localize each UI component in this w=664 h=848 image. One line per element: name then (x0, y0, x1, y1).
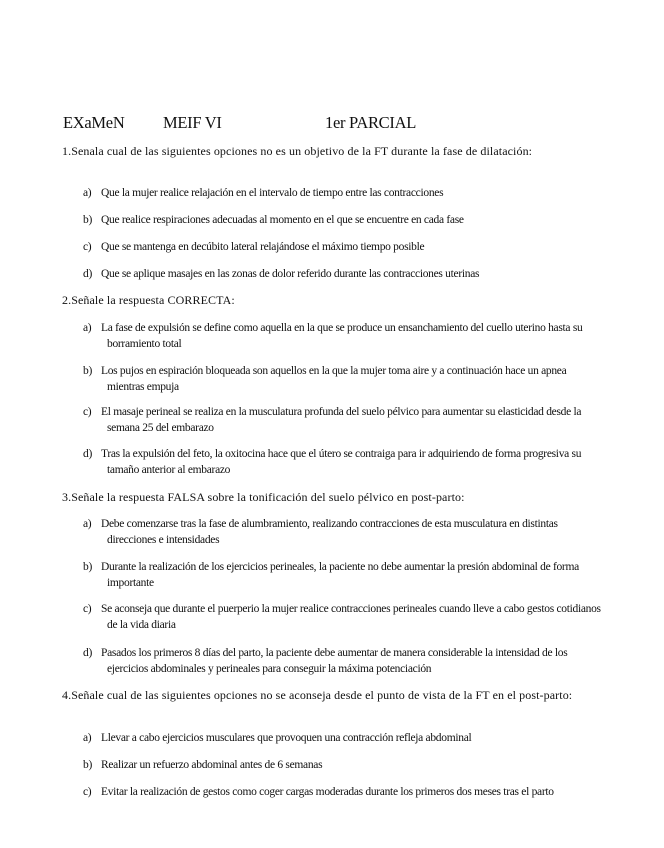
option-text: El masaje perineal se realiza en la musculatura profunda del suelo pélvico para aumentar su elasticidad desde la semana 25 del embarazo (101, 406, 582, 434)
option-text: Evitar la realización de gestos como coger cargas moderadas durante los primeros dos meses tras el parto (101, 786, 554, 798)
option-label: c) (83, 241, 92, 253)
option-label: c) (83, 406, 92, 418)
option-text: Llevar a cabo ejercicios musculares que provoquen una contracción refleja abdominal (101, 732, 472, 744)
option-label: c) (83, 786, 92, 798)
option-label: d) (83, 448, 92, 460)
option-text: Que realice respiraciones adecuadas al momento en el que se encuentre en cada fase (101, 214, 464, 226)
option-text: Tras la expulsión del feto, la oxitocina hace que el útero se contraiga para ir adquiriendo de forma progresiva su tamaño anterior al embarazo (101, 448, 582, 476)
question-2-option-c[interactable] (83, 404, 603, 436)
option-text: Que se mantenga en decúbito lateral relajándose el máximo tiempo posible (101, 241, 425, 253)
question-1-option-d[interactable] (83, 266, 603, 282)
exam-title: EXaMeN (63, 113, 125, 132)
question-3: 3.Señale la respuesta FALSA sobre la tonificación del suelo pélvico en post-parto: (62, 490, 465, 504)
option-label: b) (83, 214, 92, 226)
option-text: Que la mujer realice relajación en el intervalo de tiempo entre las contracciones (101, 187, 444, 199)
question-4-option-a[interactable] (83, 730, 603, 746)
question-2: 2.Señale la respuesta CORRECTA: (62, 293, 235, 307)
question-1-option-b[interactable] (83, 212, 603, 228)
question-4: 4.Señale cual de las siguientes opciones no se aconseja desde el punto de vista de la FT en el post-parto: (62, 688, 573, 702)
question-4-option-c[interactable] (83, 784, 603, 800)
option-label: a) (83, 518, 92, 530)
exam-part: 1er PARCIAL (325, 113, 416, 132)
course-code: MEIF VI (163, 113, 222, 132)
option-label: a) (83, 732, 92, 744)
question-2-option-a[interactable] (83, 320, 603, 352)
option-label: b) (83, 759, 92, 771)
question-1-option-c[interactable] (83, 239, 603, 255)
option-text: Realizar un refuerzo abdominal antes de 6 semanas (101, 759, 323, 771)
option-label: d) (83, 268, 92, 280)
option-text: Debe comenzarse tras la fase de alumbramiento, realizando contracciones de esta musculatura en distintas direcciones e intensidades (101, 518, 558, 546)
question-3-option-d[interactable] (83, 645, 603, 677)
question-1-option-a[interactable] (83, 185, 603, 201)
question-3-option-a[interactable] (83, 516, 603, 548)
question-2-option-b[interactable] (83, 363, 603, 395)
option-label: c) (83, 603, 92, 615)
option-text: Se aconseja que durante el puerperio la mujer realice contracciones perineales cuando lleve a cabo gestos cotidianos de la vida diaria (101, 603, 601, 631)
option-label: b) (83, 561, 92, 573)
question-1: 1.Senala cual de las siguientes opciones no es un objetivo de la FT durante la fase de dilatación: (62, 144, 533, 158)
option-label: d) (83, 647, 92, 659)
option-text: Durante la realización de los ejercicios perineales, la paciente no debe aumentar la presión abdominal de forma importante (101, 561, 579, 589)
option-label: b) (83, 365, 92, 377)
option-text: La fase de expulsión se define como aquella en la que se produce un ensanchamiento del cuello uterino hasta su borramiento total (101, 322, 583, 350)
option-label: a) (83, 187, 92, 199)
option-text: Los pujos en espiración bloqueada son aquellos en la que la mujer toma aire y a continuación hace un apnea mientras empuja (101, 365, 567, 393)
option-text: Que se aplique masajes en las zonas de dolor referido durante las contracciones uterinas (101, 268, 480, 280)
option-text: Pasados los primeros 8 días del parto, la paciente debe aumentar de manera considerable la intensidad de los ejercicios abdominales y perineales para conseguir la máxima potenciación (101, 647, 568, 675)
option-label: a) (83, 322, 92, 334)
question-3-option-c[interactable] (83, 601, 603, 633)
question-3-option-b[interactable] (83, 559, 603, 591)
question-4-option-b[interactable] (83, 757, 603, 773)
question-2-option-d[interactable] (83, 446, 603, 478)
